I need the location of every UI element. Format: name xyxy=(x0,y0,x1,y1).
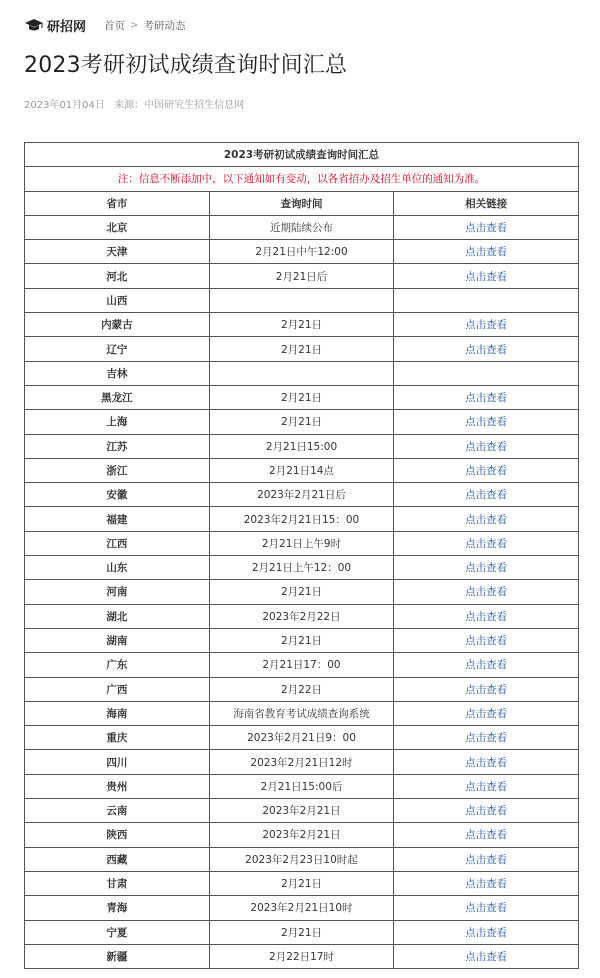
link-cell xyxy=(394,240,579,264)
province-cell: 黑龙江 xyxy=(25,385,210,409)
view-link[interactable]: 点击查看 xyxy=(465,902,508,915)
link-cell xyxy=(394,628,579,652)
link-cell xyxy=(394,750,579,774)
province-cell: 西藏 xyxy=(25,847,210,871)
query-time-cell: 2月22日17时 xyxy=(209,944,394,968)
link-cell xyxy=(394,677,579,701)
link-cell xyxy=(394,580,579,604)
province-cell: 福建 xyxy=(25,507,210,531)
query-time-cell xyxy=(209,288,394,312)
header-link: 相关链接 xyxy=(394,191,579,215)
view-link[interactable]: 点击查看 xyxy=(465,829,508,842)
query-time-cell: 2月21日 xyxy=(209,410,394,434)
view-link[interactable]: 点击查看 xyxy=(465,270,508,283)
query-time-cell: 2023年2月21日15：00 xyxy=(209,507,394,531)
province-cell: 江苏 xyxy=(25,434,210,458)
query-time-cell: 2月21日 xyxy=(209,313,394,337)
table-row xyxy=(25,774,579,798)
table-row xyxy=(25,628,579,652)
table-row xyxy=(25,896,579,920)
view-link[interactable]: 点击查看 xyxy=(465,853,508,866)
table-row xyxy=(25,240,579,264)
table-header-row xyxy=(25,191,579,215)
page-title: 2023考研初试成绩查询时间汇总 xyxy=(24,53,348,78)
view-link[interactable]: 点击查看 xyxy=(465,707,508,720)
province-cell: 山东 xyxy=(25,556,210,580)
query-time-cell: 2023年2月21日12时 xyxy=(209,750,394,774)
view-link[interactable]: 点击查看 xyxy=(465,659,508,672)
header-time: 查询时间 xyxy=(209,191,394,215)
link-cell xyxy=(394,337,579,361)
link-cell xyxy=(394,701,579,725)
link-cell xyxy=(394,774,579,798)
logo-text: 研招网 xyxy=(47,19,87,35)
province-cell: 山西 xyxy=(25,288,210,312)
view-link[interactable]: 点击查看 xyxy=(465,392,508,405)
query-time-cell: 2月21日 xyxy=(209,337,394,361)
table-note: 注：信息不断添加中，以下通知如有变动，以各省招办及招生单位的通知为准。 xyxy=(25,167,579,191)
query-time-cell: 2月21日15:00 xyxy=(209,434,394,458)
province-cell: 新疆 xyxy=(25,944,210,968)
table-row xyxy=(25,361,579,385)
province-cell: 青海 xyxy=(25,896,210,920)
query-time-cell: 2月21日中午12:00 xyxy=(209,240,394,264)
view-link[interactable]: 点击查看 xyxy=(465,586,508,599)
view-link[interactable]: 点击查看 xyxy=(465,537,508,550)
table-row xyxy=(25,823,579,847)
province-cell: 甘肃 xyxy=(25,871,210,895)
article-meta xyxy=(24,96,250,111)
link-cell xyxy=(394,920,579,944)
link-cell xyxy=(394,410,579,434)
query-time-cell: 2月21日上午12：00 xyxy=(209,556,394,580)
province-cell: 辽宁 xyxy=(25,337,210,361)
view-link[interactable]: 点击查看 xyxy=(465,246,508,259)
province-cell: 湖北 xyxy=(25,604,210,628)
query-time-cell: 2023年2月23日10时起 xyxy=(209,847,394,871)
view-link[interactable]: 点击查看 xyxy=(465,343,508,356)
query-time-cell: 2月21日 xyxy=(209,628,394,652)
view-link[interactable]: 点击查看 xyxy=(465,926,508,939)
link-cell xyxy=(394,385,579,409)
link-cell xyxy=(394,313,579,337)
table-row xyxy=(25,483,579,507)
link-cell xyxy=(394,458,579,482)
link-cell xyxy=(394,507,579,531)
query-time-cell: 2月21日后 xyxy=(209,264,394,288)
table-row xyxy=(25,434,579,458)
province-cell: 贵州 xyxy=(25,774,210,798)
province-cell: 浙江 xyxy=(25,458,210,482)
view-link[interactable]: 点击查看 xyxy=(465,610,508,623)
query-time-cell: 2023年2月21日 xyxy=(209,799,394,823)
province-cell: 湖南 xyxy=(25,628,210,652)
table-row xyxy=(25,385,579,409)
link-cell xyxy=(394,944,579,968)
table-row xyxy=(25,604,579,628)
link-cell xyxy=(394,726,579,750)
view-link[interactable]: 点击查看 xyxy=(465,635,508,648)
link-cell xyxy=(394,604,579,628)
province-cell: 江西 xyxy=(25,531,210,555)
table-row xyxy=(25,507,579,531)
view-link[interactable]: 点击查看 xyxy=(465,489,508,502)
table-row xyxy=(25,847,579,871)
score-query-table xyxy=(24,142,579,969)
table-row xyxy=(25,580,579,604)
article-date: 2023年01月04日 xyxy=(24,100,105,111)
link-cell xyxy=(394,896,579,920)
query-time-cell: 近期陆续公布 xyxy=(209,215,394,239)
view-link[interactable]: 点击查看 xyxy=(465,878,508,891)
query-time-cell: 2月21日 xyxy=(209,580,394,604)
breadcrumb-home[interactable]: 首页 xyxy=(104,19,126,32)
view-link[interactable]: 点击查看 xyxy=(465,732,508,745)
province-cell: 内蒙古 xyxy=(25,313,210,337)
query-time-cell: 2月21日 xyxy=(209,871,394,895)
view-link[interactable]: 点击查看 xyxy=(465,683,508,696)
graduation-cap-icon xyxy=(24,18,44,32)
breadcrumb-separator: > xyxy=(130,19,139,31)
table-row xyxy=(25,653,579,677)
table-row xyxy=(25,288,579,312)
view-link[interactable]: 点击查看 xyxy=(465,950,508,963)
link-cell xyxy=(394,288,579,312)
table-row xyxy=(25,726,579,750)
link-cell xyxy=(394,556,579,580)
province-cell: 吉林 xyxy=(25,361,210,385)
query-time-cell: 海南省教育考试成绩查询系统 xyxy=(209,701,394,725)
query-time-cell: 2月21日15:00后 xyxy=(209,774,394,798)
query-time-cell: 2023年2月21日10时 xyxy=(209,896,394,920)
view-link[interactable]: 点击查看 xyxy=(465,416,508,429)
query-time-cell xyxy=(209,361,394,385)
province-cell: 河北 xyxy=(25,264,210,288)
view-link[interactable]: 点击查看 xyxy=(465,780,508,793)
province-cell: 安徽 xyxy=(25,483,210,507)
article-source: 来源：中国研究生招生信息网 xyxy=(114,100,245,111)
view-link[interactable]: 点击查看 xyxy=(465,222,508,235)
link-cell xyxy=(394,434,579,458)
view-link[interactable]: 点击查看 xyxy=(465,465,508,477)
province-cell: 天津 xyxy=(25,240,210,264)
province-cell: 广西 xyxy=(25,677,210,701)
link-cell xyxy=(394,483,579,507)
query-time-cell: 2023年2月21日9：00 xyxy=(209,726,394,750)
link-cell xyxy=(394,531,579,555)
table-row xyxy=(25,871,579,895)
view-link[interactable]: 点击查看 xyxy=(465,756,508,769)
province-cell: 河南 xyxy=(25,580,210,604)
table-row xyxy=(25,799,579,823)
table-row xyxy=(25,410,579,434)
view-link[interactable]: 点击查看 xyxy=(465,513,508,526)
table-row xyxy=(25,944,579,968)
query-time-cell: 2023年2月21日后 xyxy=(209,483,394,507)
query-time-cell: 2月21日 xyxy=(209,920,394,944)
link-cell xyxy=(394,264,579,288)
table-row xyxy=(25,264,579,288)
query-time-cell: 2月22日 xyxy=(209,677,394,701)
link-cell xyxy=(394,847,579,871)
province-cell: 四川 xyxy=(25,750,210,774)
link-cell xyxy=(394,361,579,385)
query-time-cell: 2月21日 xyxy=(209,385,394,409)
table-row xyxy=(25,458,579,482)
link-cell xyxy=(394,653,579,677)
province-cell: 宁夏 xyxy=(25,920,210,944)
province-cell: 陕西 xyxy=(25,823,210,847)
site-logo[interactable] xyxy=(24,16,86,35)
link-cell xyxy=(394,871,579,895)
province-cell: 海南 xyxy=(25,701,210,725)
table-row xyxy=(25,556,579,580)
link-cell xyxy=(394,799,579,823)
query-time-cell: 2月21日上午9时 xyxy=(209,531,394,555)
query-time-cell: 2023年2月21日 xyxy=(209,823,394,847)
query-time-cell: 2月21日17：00 xyxy=(209,653,394,677)
view-link[interactable]: 点击查看 xyxy=(465,440,508,453)
table-row xyxy=(25,337,579,361)
view-link[interactable]: 点击查看 xyxy=(465,562,508,575)
view-link[interactable]: 点击查看 xyxy=(465,319,508,332)
table-row xyxy=(25,531,579,555)
table-title: 2023考研初试成绩查询时间汇总 xyxy=(25,143,579,167)
view-link[interactable]: 点击查看 xyxy=(465,805,508,818)
link-cell xyxy=(394,215,579,239)
province-cell: 北京 xyxy=(25,215,210,239)
table-row xyxy=(25,677,579,701)
query-time-cell: 2023年2月22日 xyxy=(209,604,394,628)
link-cell xyxy=(394,823,579,847)
province-cell: 上海 xyxy=(25,410,210,434)
table-row xyxy=(25,920,579,944)
table-row xyxy=(25,701,579,725)
table-row xyxy=(25,215,579,239)
province-cell: 广东 xyxy=(25,653,210,677)
header-province: 省市 xyxy=(25,191,210,215)
breadcrumb-news[interactable]: 考研动态 xyxy=(143,19,186,32)
table-row xyxy=(25,313,579,337)
query-time-cell: 2月21日14点 xyxy=(209,458,394,482)
province-cell: 云南 xyxy=(25,799,210,823)
province-cell: 重庆 xyxy=(25,726,210,750)
top-bar xyxy=(24,12,185,38)
table-row xyxy=(25,750,579,774)
